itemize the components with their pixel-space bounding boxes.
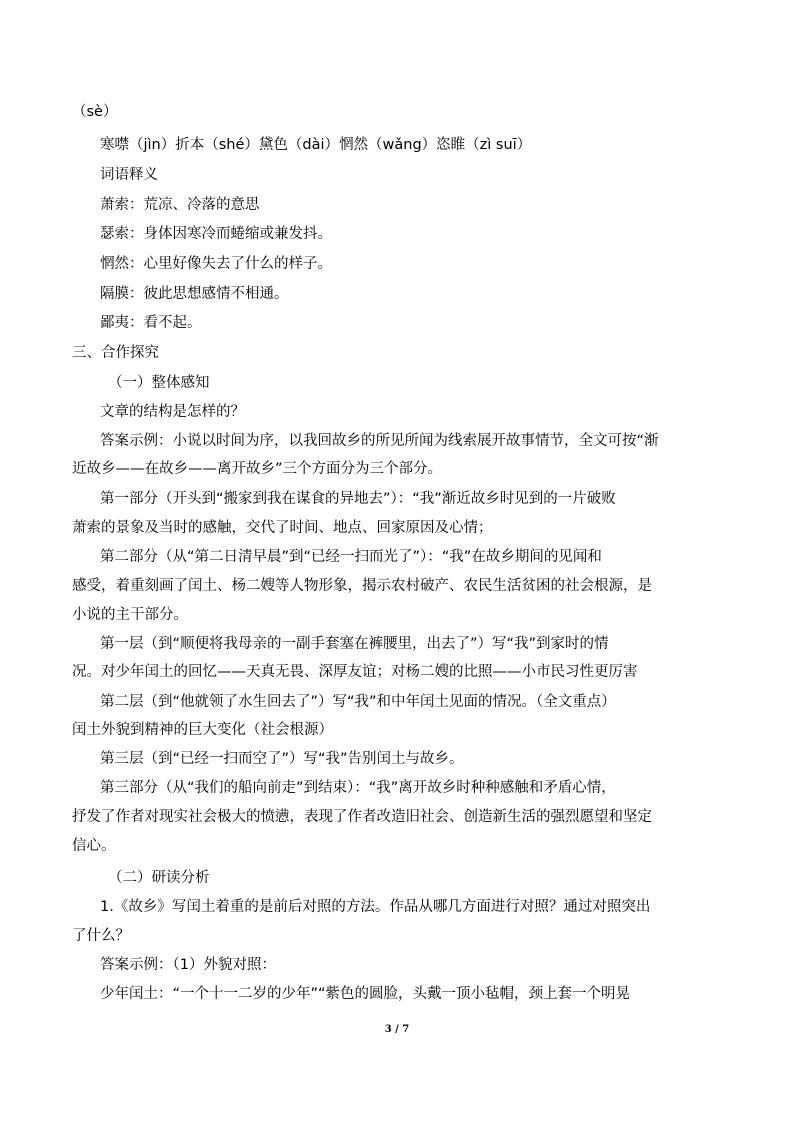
text-line: 鄙夷：看不起。 [100,315,202,331]
text-line: 第一层（到“顺便将我母亲的一副手套塞在裤腰里，出去了”）写“我”到家时的情 [100,636,609,652]
text-line: 第三部分（从“我们的船向前走”到结束）：“我”离开故乡时种种感触和矛盾心情， [100,780,616,796]
text-line: 感受，着重刻画了闰土、杨二嫂等人物形象，揭示农村破产、农民生活贫困的社会根源，是 [72,578,652,594]
text-line: 少年闰土：“一个十一二岁的少年”“紫色的圆脸，头戴一顶小毡帽，颈上套一个明晃 [100,986,631,1002]
question-line: 1.《故乡》写闰土着重的是前后对照的方法。作品从哪几方面进行对照？通过对照突出 [100,899,651,915]
text-line: 萧索的景象及当时的感触，交代了时间、地点、回家原因及心情； [72,520,493,536]
text-line: 闰土外貌到精神的巨大变化（社会根源） [72,722,333,738]
text-line: 况。对少年闰土的回忆——天真无畏、深厚友谊；对杨二嫂的比照——小市民习性更厉害 [72,664,638,680]
text-line: 小说的主干部分。 [72,607,188,623]
text-line: 答案示例：小说以时间为序，以我回故乡的所见所闻为线索展开故事情节，全文可按“渐 [100,433,659,449]
text-line: 信心。 [72,838,116,854]
subsection-heading: （二）研读分析 [108,870,210,886]
question-line: 文章的结构是怎样的？ [100,404,245,420]
text-line: 第三层（到“已经一扫而空了”）写“我”告别闰土与故乡。 [100,751,464,767]
question-line: 了什么？ [72,928,130,944]
text-line: 第二部分（从“第二日清早晨”到“已经一扫而光了”）：“我”在故乡期间的见闻和 [100,549,602,565]
subsection-heading: （一）整体感知 [108,375,210,391]
text-line: （sè） [72,104,118,120]
text-line: 第二层（到“他就领了水生回去了”）写“我”和中年闰土见面的情况。（全文重点） [100,694,616,710]
text-line: 寒噤（jìn）折本（shé）黛色（dài）惘然（wǎng）恣睢（zì suī） [100,137,532,153]
text-line: 萧索：荒凉、冷落的意思 [100,197,260,213]
text-line: 答案示例：（1）外貌对照： [100,957,276,973]
text-line: 隔膜：彼此思想感情不相通。 [100,286,289,302]
text-line: 抒发了作者对现实社会极大的愤懑，表现了作者改造旧社会、创造新生活的强烈愿望和坚定 [72,809,652,825]
section-heading: 词语释义 [100,167,158,183]
text-line: 瑟索：身体因寒冷而蜷缩或兼发抖。 [100,226,332,242]
text-line: 惘然：心里好像失去了什么的样子。 [100,256,332,272]
section-heading: 三、合作探究 [72,345,159,361]
page-number: 3 / 7 [384,1024,410,1035]
text-line: 第一部分（开头到“搬家到我在谋食的异地去”）：“我”渐近故乡时见到的一片破败 [100,491,616,507]
text-line: 近故乡——在故乡——离开故乡”三个方面分为三个部分。 [72,461,443,477]
